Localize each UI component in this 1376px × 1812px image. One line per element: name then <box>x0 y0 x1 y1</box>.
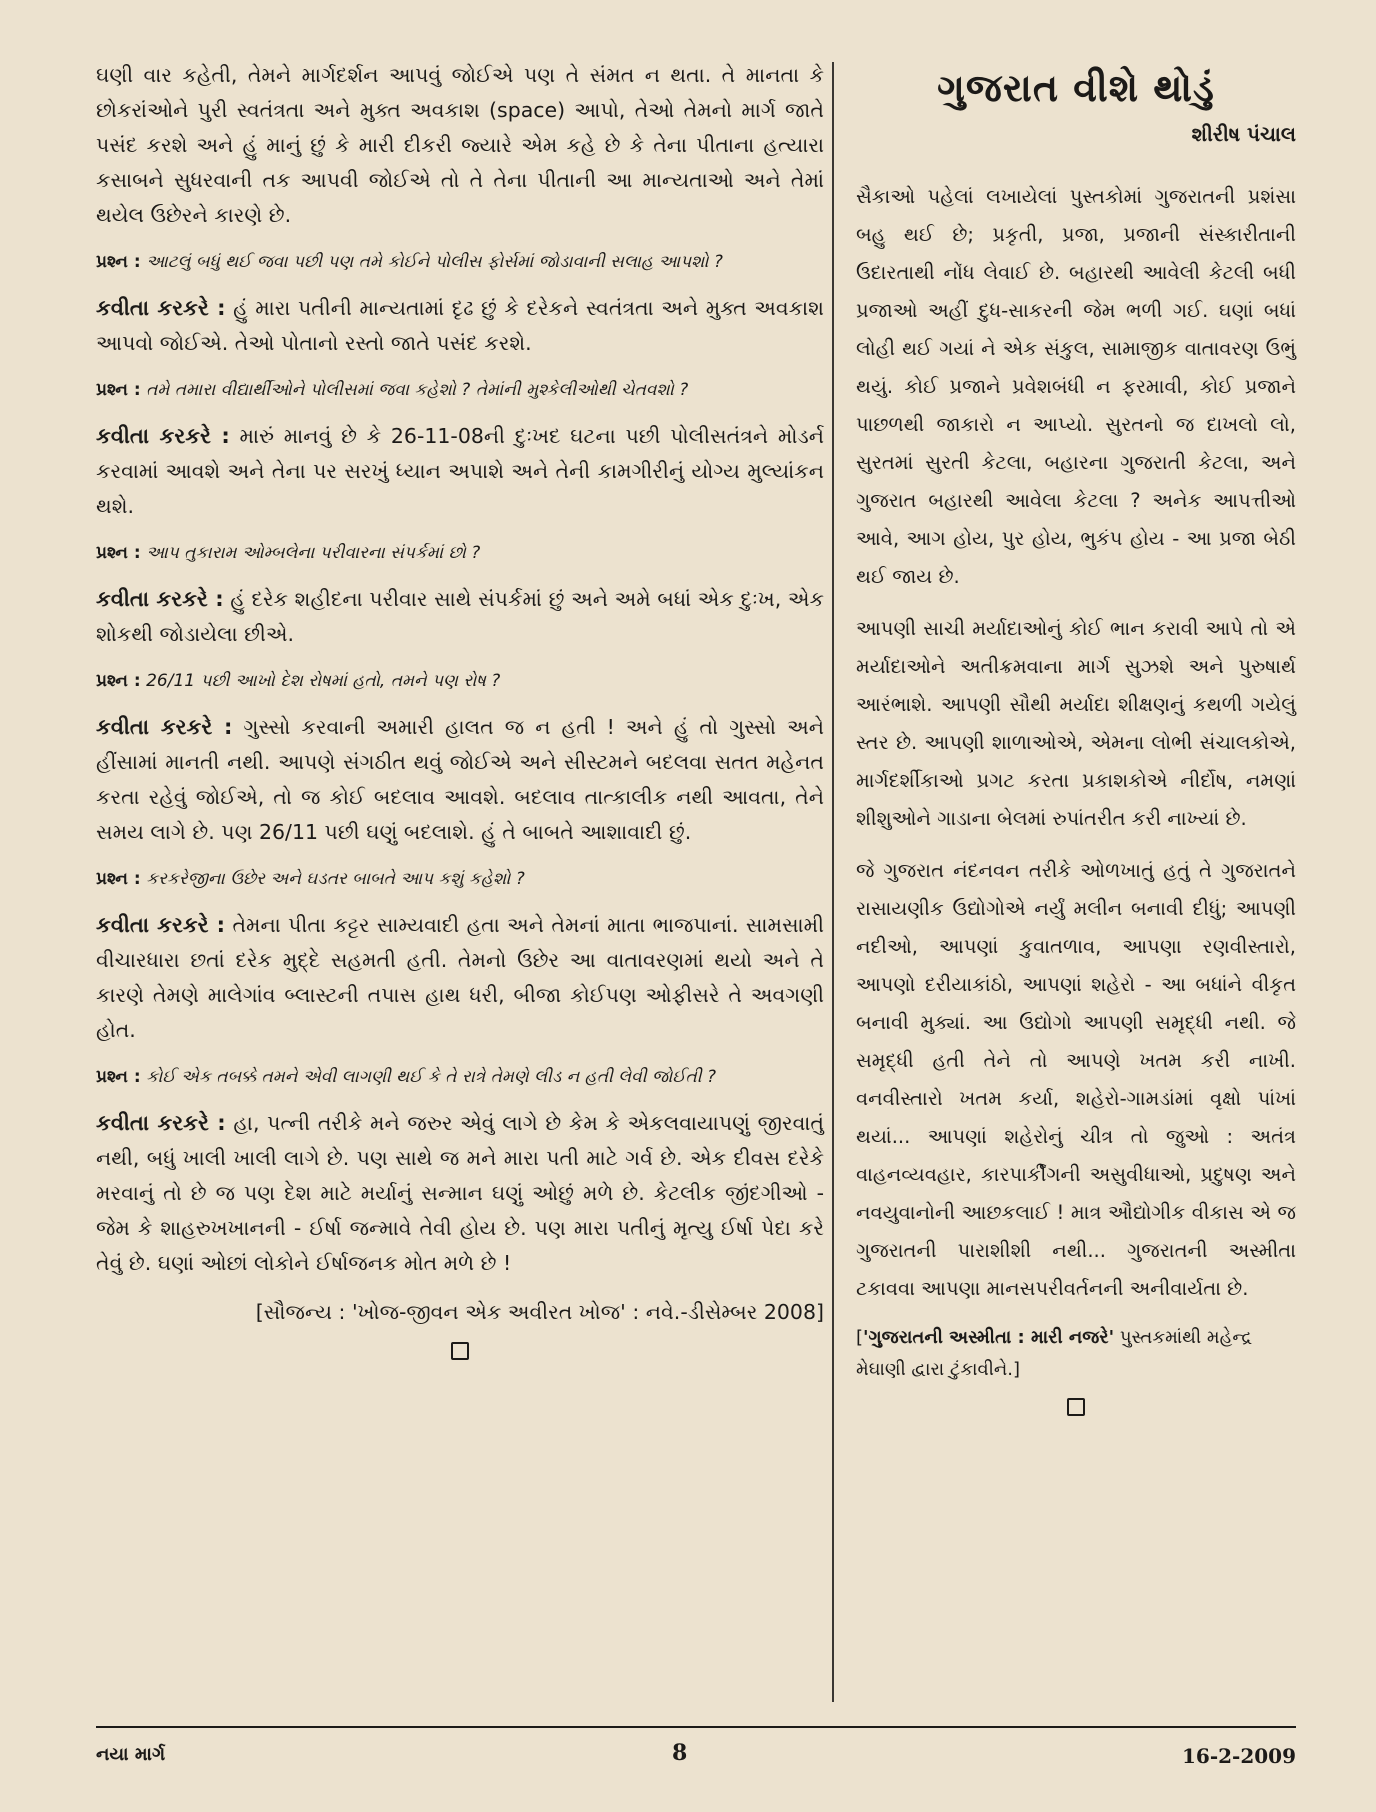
article-paragraph-1: સૈકાઓ પહેલાં લખાયેલાં પુસ્તકોમાં ગુજરાતની પ્રશંસા બહુ થઈ છે; પ્રકૃતી, પ્રજા, પ્રજાની સંસ્કારીતાની ઉદારતાથી નોંધ લેવાઈ છે. બહારથી આવેલી કેટલી બધી પ્રજાઓ અહીં દુધ-સાકરની જેમ ભળી ગઈ. ઘણાં બધાં લોહી થઈ ગયાં ને એક સંકુલ, સામાજીક વાતાવરણ ઉભું થયું. કોઈ પ્રજાને પ્રવેશબંધી ન ફરમાવી, કોઈ પ્રજાને પાછળથી જાકારો ન આપ્યો. સુરતનો જ દાખલો લો, સુરતમાં સુરતી કેટલા, બહારના ગુજરાતી કેટલા, અને ગુજરાત બહારથી આવેલા કેટલા ? અનેક આપત્તીઓ આવે, આગ હોય, પુર હોય, ભુકંપ હોય - આ પ્રજા બેઠી થઈ જાય છે. <box>856 185 1296 588</box>
answer-text: તેમના પીતા કટ્ટર સામ્યવાદી હતા અને તેમનાં માતા ભાજપાનાં. સામસામી વીચારધારા છતાં દરેક મુદ્દે સહમતી હતી. તેમનો ઉછેર આ વાતાવરણમાં થયો અને તે કારણે તેમણે માલેગાંવ બ્લાસ્ટની તપાસ હાથ ધરી, બીજા કોઈપણ ઓફીસરે તે અવગણી હોત. <box>96 913 824 1042</box>
credit-line: [સૌજન્ય : 'ખોજ-જીવન એક અવીરત ખોજ' : નવે.-ડીસેમ્બર 2008] <box>255 1300 824 1324</box>
question-text: 26/11 પછી આખો દેશ રોષમાં હતો, તમને પણ રોષ ? <box>146 671 501 691</box>
qa-block-3 <box>96 538 824 652</box>
source-book-title: 'ગુજરાતની અસ્મીતા : મારી નજરે' <box>863 1327 1115 1348</box>
answer-label: કવીતા કરકરે : <box>96 715 233 739</box>
article-author: શીરીષ પંચાલ <box>1191 122 1296 146</box>
footer-date: 16-2-2009 <box>1181 1744 1296 1768</box>
column-divider <box>832 62 834 1702</box>
article-title: ગુજરાત વીશે થોડું <box>937 66 1215 110</box>
left-column <box>96 58 824 1360</box>
answer-text: ગુસ્સો કરવાની અમારી હાલત જ ન હતી ! અને હું તો ગુસ્સો અને હીંસામાં માનતી નથી. આપણે સંગઠીત થવું જોઈએ અને સીસ્ટમને બદલવા સતત મહેનત કરતા રહેવું જોઈએ, તો જ કોઈ બદલાવ આવશે. બદલાવ તાત્કાલીક નથી આવતા, તેને સમય લાગે છે. પણ 26/11 પછી ઘણું બદલાશે. હું તે બાબતે આશાવાદી છું. <box>96 715 824 844</box>
answer <box>96 908 824 1048</box>
question <box>96 375 824 405</box>
article-paragraph-2: આપણી સાચી મર્યાદાઓનું કોઈ ભાન કરાવી આપે તો એ મર્યાદાઓને અતીક્રમવાના માર્ગ સુઝશે અને પુરુષાર્થ આરંભાશે. આપણી સૌથી મર્યાદા શીક્ષણનું કથળી ગયેલું સ્તર છે. આપણી શાળાઓએ, એમના લોભી સંચાલકોએ, માર્ગદર્શીકાઓ પ્રગટ કરતા પ્રકાશકોએ નીર્દોષ, નમણાં શીશુઓને ગાડાના બેલમાં રુપાંતરીત કરી નાખ્યાં છે. <box>856 617 1296 830</box>
answer <box>96 419 824 524</box>
end-square-icon <box>451 1342 469 1360</box>
question-label: પ્રશ્ન : <box>96 380 141 400</box>
answer-label: કવીતા કરકરે : <box>96 913 226 937</box>
qa-block-4 <box>96 666 824 850</box>
answer <box>96 291 824 361</box>
answer-text: હું દરેક શહીદના પરીવાર સાથે સંપર્કમાં છું અને અમે બધાં એક દુઃખ, એક શોકથી જોડાયેલા છીએ. <box>96 587 824 646</box>
end-square-icon <box>1067 1398 1085 1416</box>
question <box>96 864 824 894</box>
article-paragraph-3: જે ગુજરાત નંદનવન તરીકે ઓળખાતું હતું તે ગુજરાતને રાસાયણીક ઉદ્યોગોએ નર્યું મલીન બનાવી દીધું; આપણી નદીઓ, આપણાં કુવાતળાવ, આપણા રણવીસ્તારો, આપણો દરીયાકાંઠો, આપણાં શહેરો - આ બધાંને વીકૃત બનાવી મુક્યાં. આ ઉદ્યોગો આપણી સમૃદ્ધી નથી. જે સમૃદ્ધી હતી તેને તો આપણે ખતમ કરી નાખી. વનવીસ્તારો ખતમ કર્યા, શહેરો-ગામડાંમાં વૃક્ષો પાંખાં થયાં... આપણાં શહેરોનું ચીત્ર તો જુઓ : અતંત્ર વાહનવ્યવહાર, કારપાર્કીંગની અસુવીધાઓ, પ્રદુષણ અને નવયુવાનોની આછકલાઈ ! માત્ર ઔદ્યોગીક વીકાસ એ જ ગુજરાતની પારાશીશી નથી... ગુજરાતની અસ્મીતા ટકાવવા આપણા માનસપરીવર્તનની અનીવાર્યતા છે. <box>856 859 1296 1300</box>
question <box>96 1062 824 1092</box>
answer <box>96 710 824 850</box>
answer-text: હા, પત્ની તરીકે મને જરુર એવું લાગે છે કેમ કે એકલવાયાપણું જીરવાતું નથી, બધું ખાલી ખાલી લાગે છે. પણ સાથે જ મને મારા પતી માટે ગર્વ છે. એક દીવસ દરેકે મરવાનું તો છે જ પણ દેશ માટે મર્યાનું સન્માન ઘણું ઓછું મળે છે. કેટલીક જીંદગીઓ - જેમ કે શાહરુખખાનની - ઈર્ષા જન્માવે તેવી હોય છે. પણ મારા પતીનું મૃત્યુ ઈર્ષા પેદા કરે તેવું છે. ઘણાં ઓછાં લોકોને ઈર્ષાજનક મોત મળે છે ! <box>96 1111 824 1275</box>
footer-page-number: 8 <box>672 1740 688 1766</box>
answer-label: કવીતા કરકરે : <box>96 587 224 611</box>
question <box>96 247 824 277</box>
footer-magazine-name: નયા માર્ગ <box>96 1744 166 1765</box>
answer-text: મારું માનવું છે કે 26-11-08ની દુઃખદ ઘટના પછી પોલીસતંત્રને મોડર્ન કરવામાં આવશે અને તેના પર સરખું ધ્યાન અપાશે અને તેની કામગીરીનું યોગ્ય મુલ્યાંકન થશે. <box>96 424 824 518</box>
question-text: આપ તુકારામ ઓમ્બલેના પરીવારના સંપર્કમાં છો ? <box>146 543 481 563</box>
answer-text: હું મારા પતીની માન્યતામાં દૃઢ છું કે દરેકને સ્વતંત્રતા અને મુક્ત અવકાશ આપવો જોઈએ. તેઓ પોતાનો રસ્તો જાતે પસંદ કરશે. <box>96 296 824 355</box>
question-text: આટલું બધું થઈ જવા પછી પણ તમે કોઈને પોલીસ ફોર્સમાં જોડાવાની સલાહ આપશો ? <box>146 252 723 272</box>
qa-block-1 <box>96 247 824 361</box>
question-text: કરકરેજીના ઉછેર અને ઘડતર બાબતે આપ કશું કહેશો ? <box>146 869 525 889</box>
question <box>96 538 824 568</box>
qa-block-5 <box>96 864 824 1048</box>
question-label: પ્રશ્ન : <box>96 1067 141 1087</box>
intro-paragraph: ઘણી વાર કહેતી, તેમને માર્ગદર્શન આપવું જોઈએ પણ તે સંમત ન થતા. તે માનતા કે છોકરાંઓને પુરી સ્વતંત્રતા અને મુક્ત અવકાશ (space) આપો, તેઓ તેમનો માર્ગ જાતે પસંદ કરશે અને હું માનું છું કે મારી દીકરી જ્યારે એમ કહે છે કે તેના પીતાના હત્યારા કસાબને સુધરવાની તક આપવી જોઈએ તો તે તેના પીતાની આ માન્યતાઓ અને તેમાં થયેલ ઉછેરને કારણે છે. <box>96 63 824 227</box>
answer-label: કવીતા કરકરે : <box>96 1111 226 1135</box>
question <box>96 666 824 696</box>
question-text: તમે તમારા વીદ્યાર્થીઓને પોલીસમાં જવા કહેશો ? તેમાંની મુશ્કેલીઓથી ચેતવશો ? <box>146 380 689 400</box>
question-label: પ્રશ્ન : <box>96 252 141 272</box>
qa-block-6 <box>96 1062 824 1281</box>
answer-label: કવીતા કરકરે : <box>96 424 230 448</box>
source-rest: પુસ્તકમાંથી મહેન્દ્ર મેઘાણી દ્વારા ટુંકાવીને.] <box>856 1327 1253 1380</box>
answer <box>96 1106 824 1281</box>
answer-label: કવીતા કરકરે : <box>96 296 226 320</box>
question-label: પ્રશ્ન : <box>96 869 141 889</box>
source-prefix: [ <box>856 1327 864 1348</box>
footer-rule <box>96 1726 1296 1728</box>
right-column <box>856 62 1296 1416</box>
question-label: પ્રશ્ન : <box>96 543 141 563</box>
question-text: કોઈ એક તબક્કે તમને એવી લાગણી થઈ કે તે રાત્રે તેમણે લીડ ન હતી લેવી જોઈતી ? <box>146 1067 717 1087</box>
source-note <box>856 1322 1296 1386</box>
qa-block-2 <box>96 375 824 524</box>
answer <box>96 582 824 652</box>
question-label: પ્રશ્ન : <box>96 671 141 691</box>
